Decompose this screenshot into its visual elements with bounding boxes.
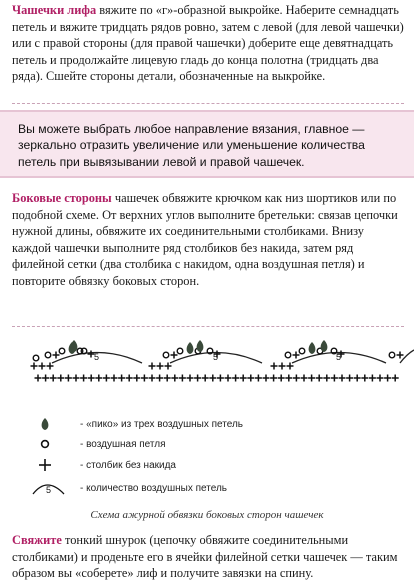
paragraph-side-edges [12, 190, 406, 290]
scheme-caption: Схема ажурной обвязки боковых сторон чашечек [90, 509, 324, 521]
chain-loop-icon [45, 352, 51, 358]
legend-label: - количество воздушных петель [80, 482, 227, 494]
chain-loop-icon [389, 352, 395, 358]
chain-loop-icon [285, 352, 291, 358]
arc-number: 5 [46, 485, 52, 495]
legend-label: - «пико» из трех воздушных петель [80, 418, 244, 430]
heading-side-edges: Боковые стороны [12, 191, 112, 205]
chain-loop-icon [163, 352, 169, 358]
chain-loop-icon [177, 348, 183, 354]
tip-note-text: Вы можете выбрать любое направление вязания, главное — зеркально отразить увеличение или уменьшение количества петель при вывязывании левой и правой чашечек. [18, 122, 365, 169]
chain-arc-icon [30, 478, 70, 498]
picot-icon [30, 414, 70, 434]
scheme-symbols [31, 340, 414, 382]
text-cord: тонкий шнурок (цепочку обвяжите соединительными столбиками) и проденьте его в ячейки филейной сетки чашечек — таким образом вы «соберете» лиф и получите завязки на спину. [12, 533, 398, 581]
picot-icon [321, 340, 328, 352]
heading-bodice-cups: Чашечки лифа [12, 3, 97, 17]
paragraph-bodice-cups [12, 2, 406, 85]
chain-loop-icon [299, 348, 305, 354]
picot-icon [309, 342, 316, 354]
section-divider [12, 103, 404, 104]
chain-loop-icon [59, 348, 65, 354]
single-crochet-icon [30, 455, 70, 475]
legend-row-picot [30, 414, 243, 434]
text-bodice-cups: вяжите по «г»-образной выкройке. Наберите семнадцать петель и вяжите тридцать рядов ровно, затем с левой (для левой чашечки) или с правой стороны (для правой чашечки) доберите еще девятнадцать петель и продолжайте лицевую гладь до конца полотна (тридцать два ряда). Сшейте стороны детали, обозначенные на выкройке. [12, 3, 404, 84]
picot-icon [187, 342, 194, 354]
arc-number: 5 [336, 352, 342, 362]
legend-label: - воздушная петля [80, 438, 166, 450]
heading-cord: Свяжите [12, 533, 62, 547]
chain-loop-icon [33, 355, 39, 361]
legend-row-sc [30, 455, 176, 475]
paragraph-cord [12, 532, 406, 582]
tip-note-box [0, 110, 414, 178]
picot-icon [71, 340, 78, 352]
crochet-scheme-diagram [0, 338, 414, 388]
legend-label: - столбик без накида [80, 459, 176, 471]
chain-arc-icon [400, 350, 414, 363]
chain-loop-icon [30, 434, 70, 454]
picot-icon [197, 340, 204, 352]
legend-row-arc [30, 478, 227, 498]
text-side-edges: чашечек обвяжите крючком как низ шортиков или по подобной схеме. От верхних углов выполните бретельки: связав цепочки нужной длины, обвяжите их соединительными столбиками. Внизу каждой чашечки выполните ряд столбиков без накида, затем ряд филейной сетки (два столбика с накидом, одна воздушная петля) и повторите обвязку боковых сторон. [12, 191, 398, 288]
arc-number: 5 [94, 352, 100, 362]
legend-row-chain [30, 434, 166, 454]
section-divider [12, 326, 404, 327]
arc-number: 5 [213, 352, 219, 362]
